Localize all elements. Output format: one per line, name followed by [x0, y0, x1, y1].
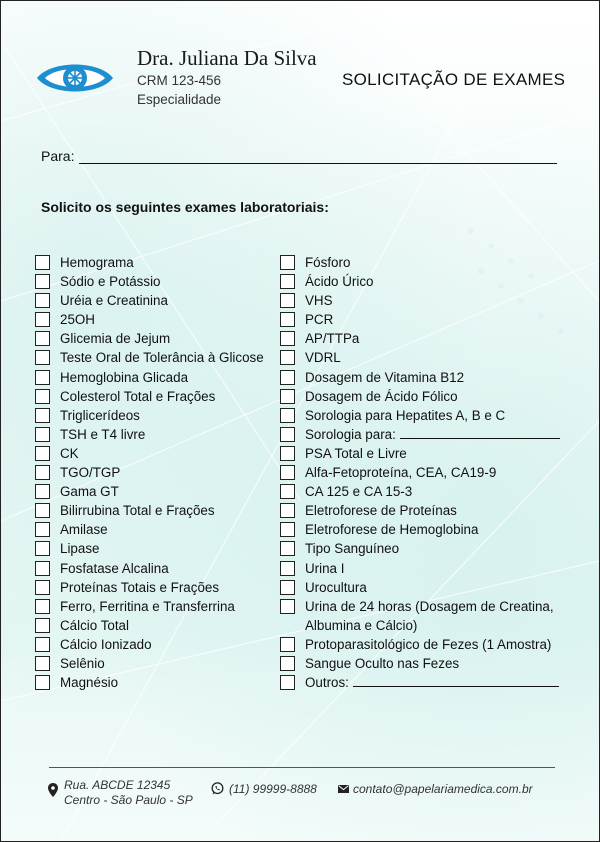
exam-label: Selênio: [60, 655, 105, 671]
exam-label: CK: [60, 445, 79, 461]
exam-item: [280, 482, 580, 501]
exam-label: PSA Total e Livre: [305, 445, 407, 461]
exam-label: Amilase: [60, 522, 108, 538]
exam-checkbox[interactable]: [280, 389, 295, 404]
exam-checkbox[interactable]: [35, 312, 50, 327]
exam-item: [35, 597, 279, 616]
exam-item: [35, 578, 279, 597]
exam-checkbox[interactable]: [280, 331, 295, 346]
exam-checkbox[interactable]: [280, 312, 295, 327]
outros-blank-field[interactable]: [353, 673, 559, 687]
exam-label: VDRL: [305, 350, 341, 366]
exam-item: [280, 578, 580, 597]
exam-checkbox[interactable]: [280, 465, 295, 480]
exam-item: [35, 501, 279, 520]
exam-item: [35, 291, 279, 310]
exam-item: [35, 272, 279, 291]
exam-label: Tipo Sanguíneo: [305, 541, 400, 557]
request-heading: Solicito os seguintes exames laboratoriais:: [41, 199, 329, 215]
exam-checkbox[interactable]: [280, 484, 295, 499]
exam-item: [280, 520, 580, 539]
exam-checkbox[interactable]: [35, 370, 50, 385]
exam-label: TSH e T4 livre: [60, 426, 146, 442]
exam-label: Eletroforese de Proteínas: [305, 503, 457, 519]
exam-item: [35, 348, 279, 367]
para-label: Para:: [41, 148, 75, 164]
exam-checkbox[interactable]: [35, 503, 50, 518]
exam-checkbox[interactable]: [35, 522, 50, 537]
exam-checkbox[interactable]: [35, 580, 50, 595]
exam-label: Cálcio Total: [60, 617, 129, 633]
exam-checkbox[interactable]: [35, 293, 50, 308]
exam-label: Ácido Úrico: [305, 274, 374, 290]
exam-checkbox[interactable]: [280, 255, 295, 270]
exam-item: [35, 368, 279, 387]
exam-item: [280, 635, 580, 654]
envelope-icon: [338, 785, 349, 793]
sorologia-blank-field[interactable]: [400, 425, 560, 439]
exam-label: CA 125 e CA 15-3: [305, 484, 413, 500]
exam-checkbox[interactable]: [280, 541, 295, 556]
exam-label: Protoparasitológico de Fezes (1 Amostra): [305, 636, 552, 652]
exam-checkbox[interactable]: [280, 656, 295, 671]
exam-item: [280, 310, 580, 329]
exam-label: Colesterol Total e Frações: [60, 388, 216, 404]
exam-label: Proteínas Totais e Frações: [60, 579, 220, 595]
exam-item: [35, 559, 279, 578]
exam-checkbox[interactable]: [280, 599, 295, 614]
exam-checkbox[interactable]: [35, 427, 50, 442]
exam-checkbox[interactable]: [280, 446, 295, 461]
exam-checkbox[interactable]: [35, 637, 50, 652]
exam-checkbox[interactable]: [35, 599, 50, 614]
address-line-1: Rua. ABCDE 12345: [64, 778, 171, 792]
exam-checkbox[interactable]: [280, 522, 295, 537]
exam-checkbox[interactable]: [280, 370, 295, 385]
exam-label: Bilirrubina Total e Frações: [60, 503, 215, 519]
exam-item: [280, 253, 580, 272]
exam-label: Glicemia de Jejum: [60, 331, 171, 347]
exam-item: [280, 559, 580, 578]
exam-item: [280, 444, 580, 463]
exam-checkbox[interactable]: [280, 274, 295, 289]
exam-item: [280, 291, 580, 310]
exam-item: [35, 329, 279, 348]
exam-item: [280, 539, 580, 558]
exam-item: [280, 348, 580, 367]
exam-label: VHS: [305, 293, 333, 309]
exam-item: [280, 654, 580, 673]
crm-number: CRM 123-456: [137, 73, 222, 88]
exam-label: AP/TTPa: [305, 331, 360, 347]
exam-checkbox[interactable]: [35, 561, 50, 576]
exam-checkbox[interactable]: [35, 618, 50, 633]
eye-logo-icon: [35, 56, 115, 100]
exam-item: [280, 368, 580, 387]
exam-label: Uréia e Creatinina: [60, 293, 168, 309]
exam-label: Urina de 24 horas (Dosagem de Creatina, Albumina e Cálcio): [305, 598, 554, 633]
exam-item: [280, 425, 580, 444]
exam-label: Teste Oral de Tolerância à Glicose: [60, 350, 264, 366]
phone-number: (11) 99999-8888: [229, 782, 317, 796]
exam-item: [35, 482, 279, 501]
exam-checkbox[interactable]: [35, 541, 50, 556]
exam-checkbox[interactable]: [35, 274, 50, 289]
exam-label: Dosagem de Vitamina B12: [305, 369, 465, 385]
exam-item: [35, 406, 279, 425]
exam-item: [35, 635, 279, 654]
exam-item: [280, 597, 580, 635]
exam-checkbox[interactable]: [280, 350, 295, 365]
exam-label: Cálcio Ionizado: [60, 636, 152, 652]
exam-label: 25OH: [60, 312, 95, 328]
exam-item: [35, 616, 279, 635]
exam-list-left: [35, 253, 279, 692]
exam-checkbox[interactable]: [280, 427, 295, 442]
exam-checkbox[interactable]: [280, 561, 295, 576]
exam-checkbox[interactable]: [280, 503, 295, 518]
address-line-2: Centro - São Paulo - SP: [64, 793, 193, 807]
exam-item: [35, 387, 279, 406]
exam-label: Gama GT: [60, 484, 119, 500]
exam-item: [35, 654, 279, 673]
exam-label: Fósforo: [305, 255, 351, 270]
exam-item: [280, 272, 580, 291]
exam-label: Sorologia para:: [305, 426, 396, 442]
exam-checkbox[interactable]: [35, 465, 50, 480]
exam-checkbox[interactable]: [35, 350, 50, 365]
exam-item: [35, 253, 279, 272]
whatsapp-icon: [211, 782, 224, 795]
doctor-name: Dra. Juliana Da Silva: [137, 46, 317, 70]
exam-item: [280, 463, 580, 482]
exam-checkbox[interactable]: [280, 408, 295, 423]
exam-checkbox[interactable]: [35, 331, 50, 346]
exam-item: [35, 673, 279, 692]
exam-checkbox[interactable]: [35, 484, 50, 499]
specialty: Especialidade: [137, 92, 222, 107]
exam-label: Hemoglobina Glicada: [60, 369, 189, 385]
exam-label: Outros:: [305, 675, 349, 691]
exam-label: Eletroforese de Hemoglobina: [305, 522, 479, 538]
exam-label: PCR: [305, 312, 334, 328]
exam-item: [35, 310, 279, 329]
exam-checkbox[interactable]: [35, 389, 50, 404]
footer-divider: [49, 767, 555, 768]
exam-checkbox[interactable]: [280, 675, 295, 690]
exam-item: [35, 539, 279, 558]
exam-checkbox[interactable]: [35, 446, 50, 461]
exam-label: Triglicerídeos: [60, 407, 140, 423]
exam-label: Fosfatase Alcalina: [60, 560, 169, 576]
exam-label: Lipase: [60, 541, 100, 557]
exam-item: [35, 425, 279, 444]
exam-checkbox[interactable]: [35, 675, 50, 690]
exam-checkbox[interactable]: [280, 580, 295, 595]
location-pin-icon: [48, 783, 58, 797]
form-title: SOLICITAÇÃO DE EXAMES: [342, 70, 566, 89]
exam-label: TGO/TGP: [60, 465, 121, 481]
exam-item: [280, 329, 580, 348]
exam-item: [280, 501, 580, 520]
exam-checkbox[interactable]: [35, 408, 50, 423]
exam-label: Hemograma: [60, 255, 134, 270]
email-address: contato@papelariamedica.com.br: [353, 782, 533, 796]
exam-item: [35, 520, 279, 539]
exam-checkbox[interactable]: [280, 637, 295, 652]
exam-label: Alfa-Fetoproteína, CEA, CA19-9: [305, 465, 497, 481]
exam-item: [280, 673, 580, 692]
exam-label: Sorologia para Hepatites A, B e C: [305, 407, 506, 423]
para-field[interactable]: [79, 163, 557, 164]
exam-item: [280, 387, 580, 406]
exam-label: Urina I: [305, 560, 345, 576]
exam-item: [280, 406, 580, 425]
exam-checkbox[interactable]: [35, 255, 50, 270]
exam-item: [35, 444, 279, 463]
exam-item: [35, 463, 279, 482]
exam-label: Urocultura: [305, 579, 367, 595]
exam-list-right: [280, 253, 580, 692]
exam-checkbox[interactable]: [35, 656, 50, 671]
exam-label: Magnésio: [60, 675, 119, 691]
exam-label: Dosagem de Ácido Fólico: [305, 388, 458, 404]
exam-label: Sódio e Potássio: [60, 274, 161, 290]
exam-label: Ferro, Ferritina e Transferrina: [60, 598, 235, 614]
exam-checkbox[interactable]: [280, 293, 295, 308]
exam-label: Sangue Oculto nas Fezes: [305, 655, 460, 671]
